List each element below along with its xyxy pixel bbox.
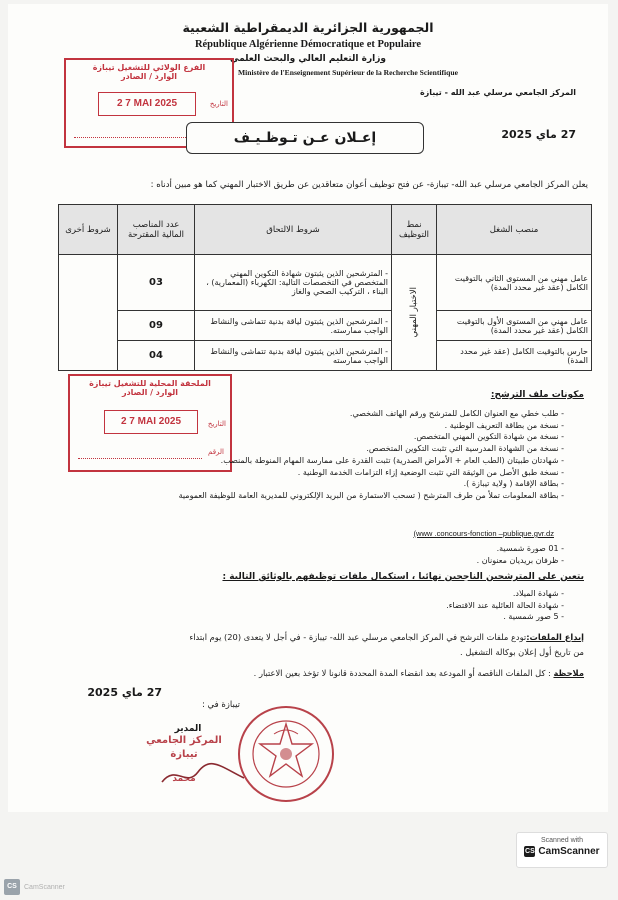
note-text: : كل الملفات الناقصة أو المودعة بعد انقضاء المدة المحددة قانونا لا تؤخذ بعين الاعتبار .: [253, 668, 551, 678]
list-item: - شهادة الحالة العائلية عند الاقتضاء.: [308, 600, 564, 612]
list-item: - بطاقة الإقامة ( ولاية تيبازة ).: [48, 478, 564, 490]
list-item: - طلب خطي مع العنوان الكامل للمترشح ورقم الهاتف الشخصي.: [228, 408, 564, 420]
col-header-mode: نمط التوظيف: [392, 205, 437, 255]
list-item: - نسخة من الشهادة المدرسية التي تثبت التكوين المتخصص.: [228, 443, 564, 455]
table-row: [59, 311, 592, 341]
document-page: [8, 4, 608, 812]
mode-cell: [392, 255, 437, 371]
col-header-position: منصب الشغل: [437, 205, 592, 255]
stamp-mid-number-label: الرقم: [208, 448, 224, 456]
list-item: - نسخة من شهادة التكوين المهني المتخصص.: [228, 431, 564, 443]
deposit-label: إيداع الملفات:: [526, 632, 584, 642]
fonction-publique-link[interactable]: (www .concours-fonction –publique.gvr.dz: [413, 529, 554, 538]
signer-name: محمد: [172, 774, 196, 784]
list-item: - بطاقة المعلومات تملأ من طرف المترشح ( تسحب الاستمارة من البريد الإلكتروني للمديرية العامة للوظيفة العمومية: [48, 490, 564, 502]
stamp-mid-date-label: التاريخ: [207, 420, 226, 428]
list-item: - شهادة الميلاد.: [308, 588, 564, 600]
camscanner-badge: [516, 832, 608, 868]
note-paragraph: [158, 668, 584, 678]
camscanner-footer-text: CamScanner: [24, 883, 65, 891]
camscanner-footer-icon: CS: [4, 879, 20, 895]
count-cell: 04: [118, 341, 195, 371]
signer-title: المدير: [174, 724, 202, 734]
stamp-top-line2: الوارد / الصادر: [120, 72, 178, 81]
file-items-list-3: [308, 543, 564, 566]
camscanner-brand: [517, 846, 607, 857]
list-item: - شهادتان طبيتان (الطب العام + الأمراض الصدرية) تثبت القدرة على ممارسة المهام المنوطة بالمنصب.: [48, 455, 564, 467]
col-header-other: شروط أخرى: [59, 205, 118, 255]
other-cell: [59, 255, 118, 371]
deposit-text-2: من تاريخ أول إعلان بوكالة التشغيل .: [460, 647, 584, 657]
announcement-title: إعـلان عـن تـوظـيـف: [186, 122, 424, 154]
conditions-cell: - المترشحين الذين يثبتون لياقة بدنية تتماشى والنشاط الواجب ممارسته: [195, 341, 392, 371]
stamp-top-date: 2 7 MAI 2025: [98, 92, 196, 116]
count-cell: 09: [118, 311, 195, 341]
ministry-fr: Ministère de l'Enseignement Supérieur de la Recherche Scientifique: [238, 68, 458, 77]
closing-place: تيبازة في :: [201, 700, 240, 710]
position-cell: عامل مهني من المستوى الثاني بالتوقيت الكامل (عقد غير محدد المدة): [437, 255, 592, 311]
list-item: - 5 صور شمسية .: [308, 611, 564, 623]
signature-scribble-icon: [158, 760, 248, 790]
institution-name: المركز الجامعي مرسلي عبد الله - تيبازة: [419, 88, 576, 97]
final-section-title: يتعين على المترشحين الناجحين نهائيا ، استكمال ملفات توظيفهم بالوثائق التالية :: [222, 572, 584, 582]
official-seal-icon: [236, 704, 336, 804]
republic-title-fr: République Algérienne Démocratique et Populaire: [194, 39, 422, 50]
deposit-text: تودع ملفات الترشح في المركز الجامعي مرسلي عبد الله- تيبازة - في أجل لا يتعدى (20) يوم ابتداء: [189, 632, 527, 642]
conditions-cell: - المترشحين الذين يثبتون شهادة التكوين المهني المتخصص في التخصصات التالية: الكهرباء (المعمارية) ، البناء ، التركيب الصحي والغاز: [195, 255, 392, 311]
camscanner-footer: [4, 878, 65, 896]
signature-stamp-text: المركز الجامعي تيبازة: [146, 735, 222, 760]
table-row: [59, 255, 592, 311]
file-section-title: مكونات ملف الترشح:: [490, 390, 584, 400]
file-items-list-2: [48, 455, 564, 501]
stamp-top-number-line: [74, 137, 204, 138]
table-row: [59, 341, 592, 371]
closing-date: 27 ماي 2025: [87, 686, 162, 699]
ministry-ar: وزارة التعليم العالي والبحث العلمي: [229, 54, 387, 64]
stamp-mid-line2: الوارد / الصادر: [121, 388, 179, 397]
note-label: ملاحظة: [553, 668, 584, 678]
list-item: - نسخة من بطاقة التعريف الوطنية .: [228, 420, 564, 432]
list-item: - ظرفان بريديان معنونان .: [308, 555, 564, 567]
position-cell: حارس بالتوقيت الكامل (عقد غير محدد المدة): [437, 341, 592, 371]
conditions-cell: - المترشحين الذين يثبتون لياقة بدنية تتماشى والنشاط الواجب ممارسته.: [195, 311, 392, 341]
stamp-mid-date: 2 7 MAI 2025: [104, 410, 198, 434]
deposit-paragraph: [48, 632, 584, 642]
col-header-conditions: شروط الالتحاق: [195, 205, 392, 255]
jobs-table: [58, 204, 592, 371]
republic-title-ar: الجمهورية الجزائرية الديمقراطية الشعبية: [182, 20, 434, 35]
col-header-count: عدد المناصب المالية المقترحة: [118, 205, 195, 255]
final-items-list: [308, 588, 564, 623]
list-item: - نسخة طبق الأصل من الوثيقة التي تثبت الوضعية إزاء التزامات الخدمة الوطنية .: [48, 467, 564, 479]
stamp-top-line1: الفرع الولائي للتشغيل تيبازة: [92, 63, 206, 72]
camscanner-brand-label: CamScanner: [538, 846, 600, 857]
stamp-top-date-label: التاريخ: [209, 100, 228, 108]
mode-value: الاختبار المهني: [409, 287, 419, 338]
scanned-with-label: Scanned with: [540, 837, 584, 844]
camscanner-logo-icon: CS: [525, 848, 535, 855]
count-cell: 03: [118, 255, 195, 311]
list-item: - 01 صورة شمسية.: [308, 543, 564, 555]
announcement-date: 27 ماي 2025: [501, 128, 576, 141]
stamp-mid-line1: الملحقة المحلية للتشغيل تيبازة: [89, 379, 211, 388]
file-items-list: [228, 408, 564, 454]
position-cell: عامل مهني من المستوى الأول بالتوقيت الكامل (عقد غير محدد المدة): [437, 311, 592, 341]
intro-text: يعلن المركز الجامعي مرسلي عبد الله- تيبازة- عن فتح توظيف أعوان متعاقدين عن طريق الاختبار المهني كما هو مبين أدناه :: [150, 180, 588, 190]
